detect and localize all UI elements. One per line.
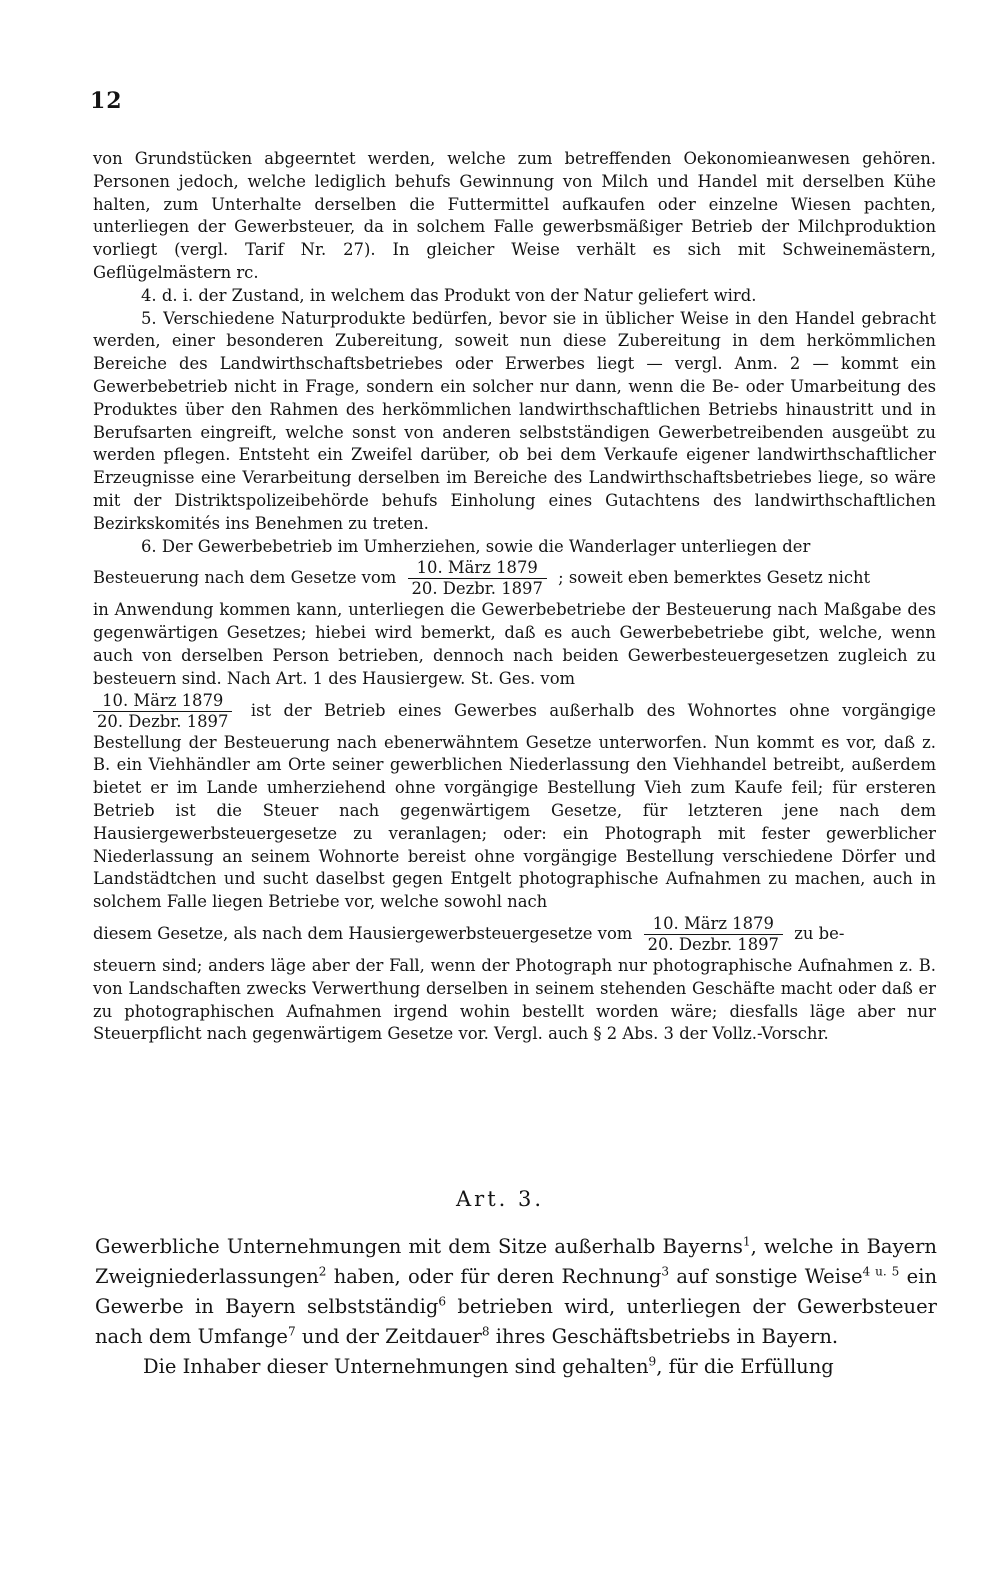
footnote-ref: 4 u. 5: [862, 1264, 900, 1279]
footnote-ref: 9: [648, 1354, 657, 1369]
paragraph-note-6-fraction-line-1: [93, 558, 936, 599]
footnote-ref: 1: [742, 1234, 751, 1249]
text-segment: ; soweit eben bemerktes Gesetz nicht: [558, 568, 871, 588]
paragraph-note-6-mid: in Anwendung kommen kann, unterliegen die Gewerbebetriebe der Besteuerung nach Maßgabe des gegenwärtigen Gesetzes; hiebei wird bemerkt, daß es auch Gewerbebetriebe gibt, welche, wenn auch von derselben Person betrieben, dennoch nach beiden Gewerbesteuergesetzen zugleich zu besteuern sind. Nach Art. 1 des Hausiergew. St. Ges. vom: [93, 600, 936, 688]
text-segment: Gewerbliche Unternehmungen mit dem Sitze außerhalb Bayerns: [95, 1235, 743, 1258]
paragraph-note-6-start: 6. Der Gewerbebetrieb im Umherziehen, sowie die Wanderlager unterliegen der: [141, 536, 811, 556]
text-segment: Besteuerung nach dem Gesetze vom: [93, 568, 397, 588]
date-fraction-1: [408, 558, 547, 599]
date-fraction-2: [93, 691, 232, 732]
text-segment: ist der Betrieb eines Gewerbes außerhalb des Wohnortes ohne vorgängige Bestellung der Besteuerung nach ebenerwähntem Gesetze unterworfen. Nun kommt es vor, daß z. B. ein Viehhändler am Orte seiner gewerblichen Niederlassung den Viehhandel betreibt, außerdem bietet er im Lande umherziehend ohne vorgängige Bestellung Vieh zum Kaufe feil; für ersteren Betrieb ist die Steuer nach gegenwärtigem Gesetze, für letzteren jene nach dem Hausiergewerbsteuergesetze zu veranlagen; oder: ein Photograph mit fester gewerblicher Niederlassung an seinem Wohnorte bereist ohne vorgängige Bestellung verschiedene Dörfer und Landstädtchen und sucht daselbst gegen Entgelt photographische Aufnahmen zu machen, auch in solchem Falle liegen Betriebe vor, welche sowohl nach: [93, 700, 936, 912]
article-paragraph-1: [95, 1232, 937, 1352]
footnote-ref: 6: [438, 1294, 446, 1309]
text-segment: haben, oder für deren Rechnung: [326, 1265, 662, 1288]
text-segment: diesem Gesetze, als nach dem Hausiergewerbsteuergesetze vom: [93, 923, 633, 943]
footnote-ref: 2: [318, 1264, 327, 1279]
text-segment: , welche in Bayern Zweigniederlassungen: [95, 1235, 937, 1288]
date-fraction-3: [644, 914, 783, 955]
text-segment: auf sonstige Weise: [669, 1265, 863, 1288]
text-segment: betrieben wird, unterliegen der Gewerbsteuer nach dem Umfange: [95, 1295, 937, 1348]
fraction-numerator: 10. März 1879: [644, 914, 783, 935]
footnote-ref: 3: [661, 1264, 670, 1279]
paragraph-note-6-end: steuern sind; anders läge aber der Fall, wenn der Photograph nur photographische Aufnahmen z. B. von Landschaften zwecks Verwerthung derselben in seinem stehenden Geschäfte macht oder daß er zu photographischen Aufnahmen irgend wohin bestellt worden wäre; diesfalls läge aber nur Steuerpflicht nach gegenwärtigem Gesetze vor. Vergl. auch § 2 Abs. 3 der Vollz.-Vorschr.: [93, 955, 936, 1044]
text-segment: Die Inhaber dieser Unternehmungen sind gehalten: [143, 1355, 649, 1378]
text-segment: ein Gewerbe in Bayern selbstständig: [95, 1265, 937, 1318]
footnote-ref: 7: [287, 1324, 296, 1339]
fraction-numerator: 10. März 1879: [93, 691, 232, 712]
fraction-denominator: 20. Dezbr. 1897: [411, 579, 543, 599]
footnote-ref: 8: [481, 1324, 490, 1339]
fraction-numerator: 10. März 1879: [408, 558, 547, 579]
text-segment: zu be-: [794, 923, 845, 943]
paragraph-intro: von Grundstücken abgeerntet werden, welche zum betreffenden Oekonomieanwesen gehören. Personen jedoch, welche lediglich behufs Gewinnung von Milch und Handel mit derselben Kühe halten, zum Unterhalte derselben die Futtermittel aufkaufen oder einzelne Wiesen pachten, unterliegen der Gewerbsteuer, da in solchem Falle gewerbsmäßiger Betrieb der Milchproduktion vorliegt (vergl. Tarif Nr. 27). In gleicher Weise verhält es sich mit Schweinemästern, Geflügelmästern rc.: [93, 149, 936, 282]
paragraph-note-5: 5. Verschiedene Naturprodukte bedürfen, bevor sie in üblicher Weise in den Handel gebracht werden, einer besonderen Zubereitung, soweit nun diese Zubereitung in dem herkömmlichen Bereiche des Landwirthschaftsbetriebes oder Erwerbes liegt — vergl. Anm. 2 — kommt ein Gewerbebetrieb nicht in Frage, sondern ein solcher nur dann, wenn die Be- oder Umarbeitung des Produktes über den Rahmen des herkömmlichen landwirthschaftlichen Betriebs hinaustritt und in Berufsarten eingreift, welche sonst von anderen selbstständigen Gewerbetreibenden ausgeübt zu werden pflegen. Entsteht ein Zweifel darüber, ob bei dem Verkaufe eigener landwirthschaftlicher Erzeugnisse eine Verarbeitung derselben im Bereiche des Landwirthschaftsbetriebes liege, so wäre mit der Distriktspolizeibehörde behufs Einholung eines Gutachtens des landwirthschaftlichen Bezirkskomités ins Benehmen zu treten.: [93, 308, 936, 533]
text-segment: ihres Geschäftsbetriebs in Bayern.: [489, 1325, 839, 1348]
article-paragraph-2: [95, 1352, 937, 1382]
text-segment: und der Zeitdauer: [295, 1325, 482, 1348]
paragraph-note-4: 4. d. i. der Zustand, in welchem das Produkt von der Natur geliefert wird.: [141, 285, 757, 305]
article-body: [95, 1232, 937, 1382]
text-segment: , für die Erfüllung: [656, 1355, 834, 1378]
article-title: Art. 3.: [455, 1187, 545, 1211]
fraction-denominator: 20. Dezbr. 1897: [647, 934, 779, 954]
paragraph-note-6-fraction-line-3: [93, 914, 936, 955]
page-number: 12: [90, 88, 123, 114]
footnote-body: [93, 148, 936, 1046]
fraction-denominator: 20. Dezbr. 1897: [97, 711, 229, 731]
paragraph-note-6-fraction-line-2: [93, 691, 936, 914]
